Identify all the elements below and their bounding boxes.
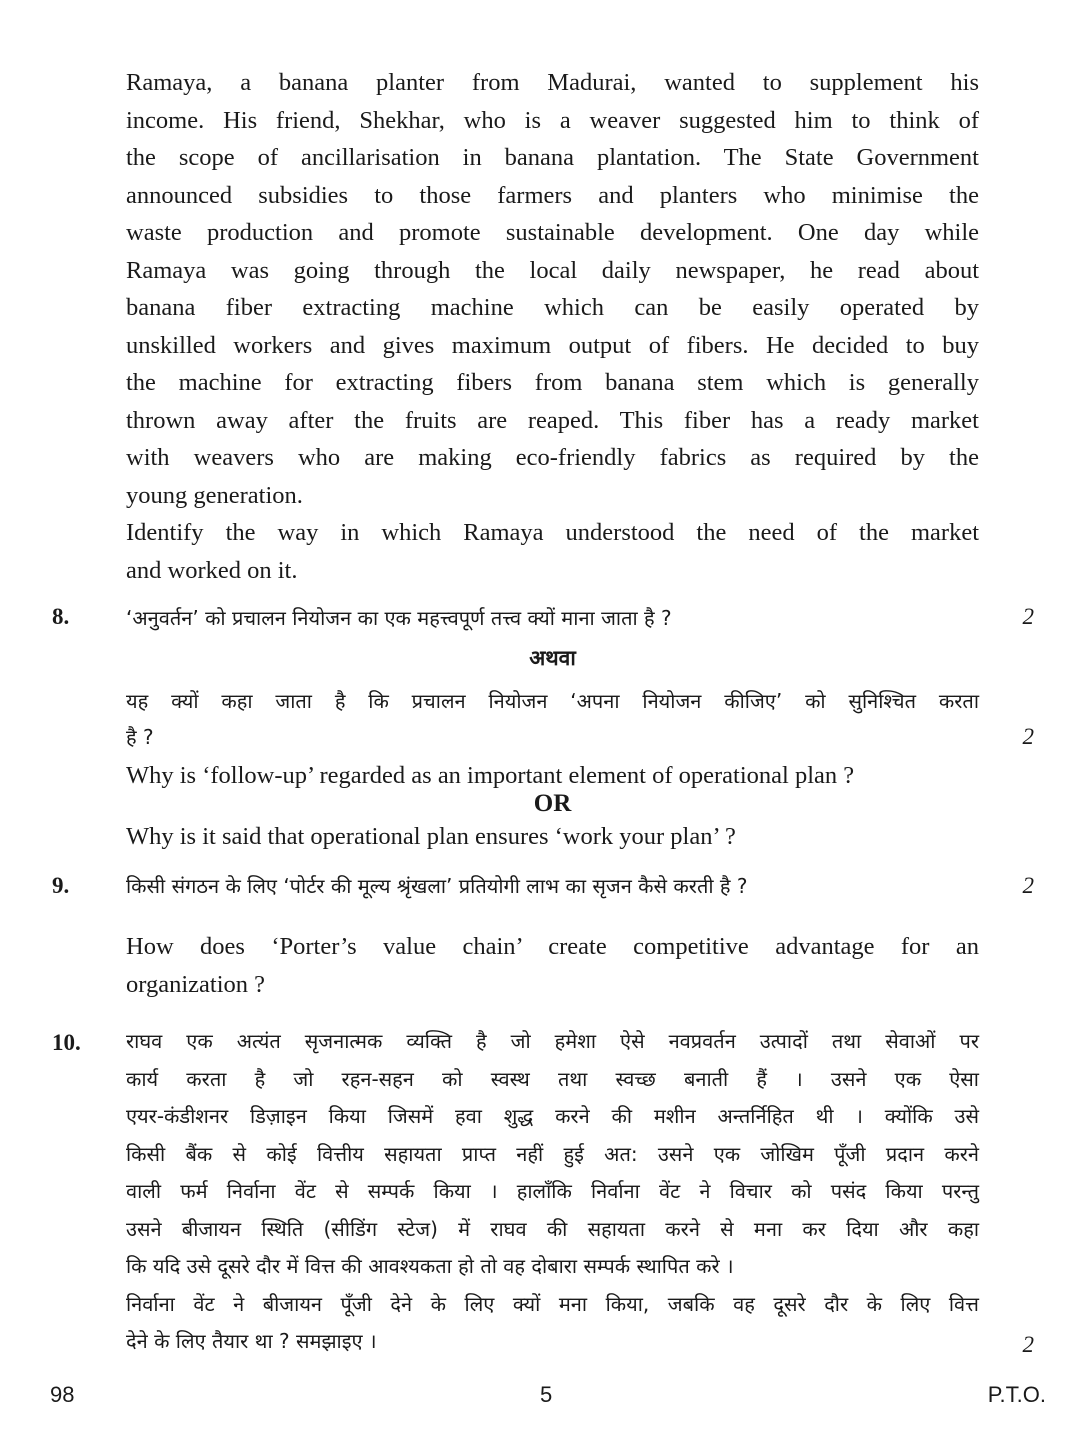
passage-line: Ramaya was going through the local daily newspaper, he read about bbox=[126, 256, 979, 284]
q10-line: एयर-कंडीशनर डिज़ाइन किया जिसमें हवा शुद्ध करने की मशीन अन्तर्निहित थी । क्योंकि उसे bbox=[126, 1104, 979, 1128]
q8-hindi-b-line2: है ? bbox=[126, 725, 154, 749]
passage-line: announced subsidies to those farmers and planters who minimise the bbox=[126, 181, 979, 209]
q8-english-a: Why is ‘follow-up’ regarded as an important element of operational plan ? bbox=[126, 762, 855, 789]
q10-line: निर्वाना वेंट ने बीजायन पूँजी देने के लिए क्यों मना किया, जबकि वह दूसरे दौर के लिए वित्त bbox=[126, 1291, 979, 1316]
case-passage bbox=[126, 64, 979, 589]
passage-question-line: Identify the way in which Ramaya understood the need of the market bbox=[126, 519, 979, 546]
q9-english bbox=[126, 928, 979, 1003]
q9-marks: 2 bbox=[1022, 873, 1034, 898]
q10-line: उसने बीजायन स्थिति (सीडिंग स्टेज) में राघव की सहायता करने से मना कर दिया और कहा bbox=[126, 1216, 979, 1241]
paper-code: 98 bbox=[50, 1382, 75, 1407]
q10-line: वाली फर्म निर्वाना वेंट से सम्पर्क किया । हालाँकि निर्वाना वेंट ने विचार को पसंद किया परन्तु bbox=[126, 1179, 979, 1203]
passage-line: the scope of ancillarisation in banana plantation. The State Government bbox=[126, 144, 979, 171]
q8-marks-b: 2 bbox=[1022, 724, 1034, 749]
question-number-10: 10. bbox=[52, 1030, 81, 1055]
q8-hindi-b-line1: यह क्यों कहा जाता है कि प्रचालन नियोजन ‘अपना नियोजन कीजिए’ को सुनिश्चित करता bbox=[126, 689, 979, 713]
passage-line: waste production and promote sustainable development. One day while bbox=[126, 219, 979, 246]
q10-marks: 2 bbox=[1022, 1332, 1034, 1357]
passage-line: with weavers who are making eco-friendly fabrics as required by the bbox=[126, 444, 979, 471]
q8-hindi-or: अथवा bbox=[529, 646, 576, 670]
q10-line: देने के लिए तैयार था ? समझाइए । bbox=[126, 1329, 377, 1353]
q10-hindi bbox=[126, 1023, 979, 1361]
passage-question-line: and worked on it. bbox=[126, 556, 298, 584]
q9-english-line: How does ‘Porter’s value chain’ create competitive advantage for an bbox=[126, 933, 979, 960]
passage-line: banana fiber extracting machine which can be easily operated by bbox=[126, 294, 979, 321]
passage-line: thrown away after the fruits are reaped. This fiber has a ready market bbox=[126, 406, 979, 434]
pto-label: P.T.O. bbox=[987, 1382, 1046, 1407]
passage-text bbox=[126, 64, 979, 589]
passage-line: young generation. bbox=[126, 481, 303, 509]
passage-line: unskilled workers and gives maximum output of fibers. He decided to buy bbox=[126, 331, 979, 359]
page-number: 5 bbox=[540, 1382, 553, 1407]
q9-english-line: organization ? bbox=[126, 970, 266, 998]
q10-line: राघव एक अत्यंत सृजनात्मक व्यक्ति है जो हमेशा ऐसे नवप्रवर्तन उत्पादों तथा सेवाओं पर bbox=[126, 1029, 979, 1053]
passage-line: Ramaya, a banana planter from Madurai, wanted to supplement his bbox=[126, 69, 979, 96]
q10-line: किसी बैंक से कोई वित्तीय सहायता प्राप्त नहीं हुई अत: उसने एक जोखिम पूँजी प्रदान करने bbox=[126, 1141, 979, 1166]
q10-line: कार्य करता है जो रहन-सहन को स्वस्थ तथा स्वच्छ बनाती हैं । उसने एक ऐसा bbox=[126, 1066, 979, 1091]
q10-line: कि यदि उसे दूसरे दौर में वित्त की आवश्यकता हो तो वह दोबारा सम्पर्क स्थापित करे । bbox=[126, 1254, 734, 1278]
passage-line: income. His friend, Shekhar, who is a weaver suggested him to think of bbox=[126, 106, 979, 134]
q8-marks-a: 2 bbox=[1022, 604, 1034, 629]
q8-english-b: Why is it said that operational plan ensures ‘work your plan’ ? bbox=[126, 823, 736, 850]
question-number-9: 9. bbox=[52, 873, 70, 898]
question-number-8: 8. bbox=[52, 604, 70, 629]
q8-hindi-a: ‘अनुवर्तन’ को प्रचालन नियोजन का एक महत्त्वपूर्ण तत्त्व क्यों माना जाता है ? bbox=[126, 606, 672, 630]
q8-english-or: OR bbox=[533, 790, 572, 817]
passage-line: the machine for extracting fibers from banana stem which is generally bbox=[126, 369, 979, 396]
q9-hindi: किसी संगठन के लिए ‘पोर्टर की मूल्य श्रृंखला’ प्रतियोगी लाभ का सृजन कैसे करती है ? bbox=[126, 874, 748, 898]
